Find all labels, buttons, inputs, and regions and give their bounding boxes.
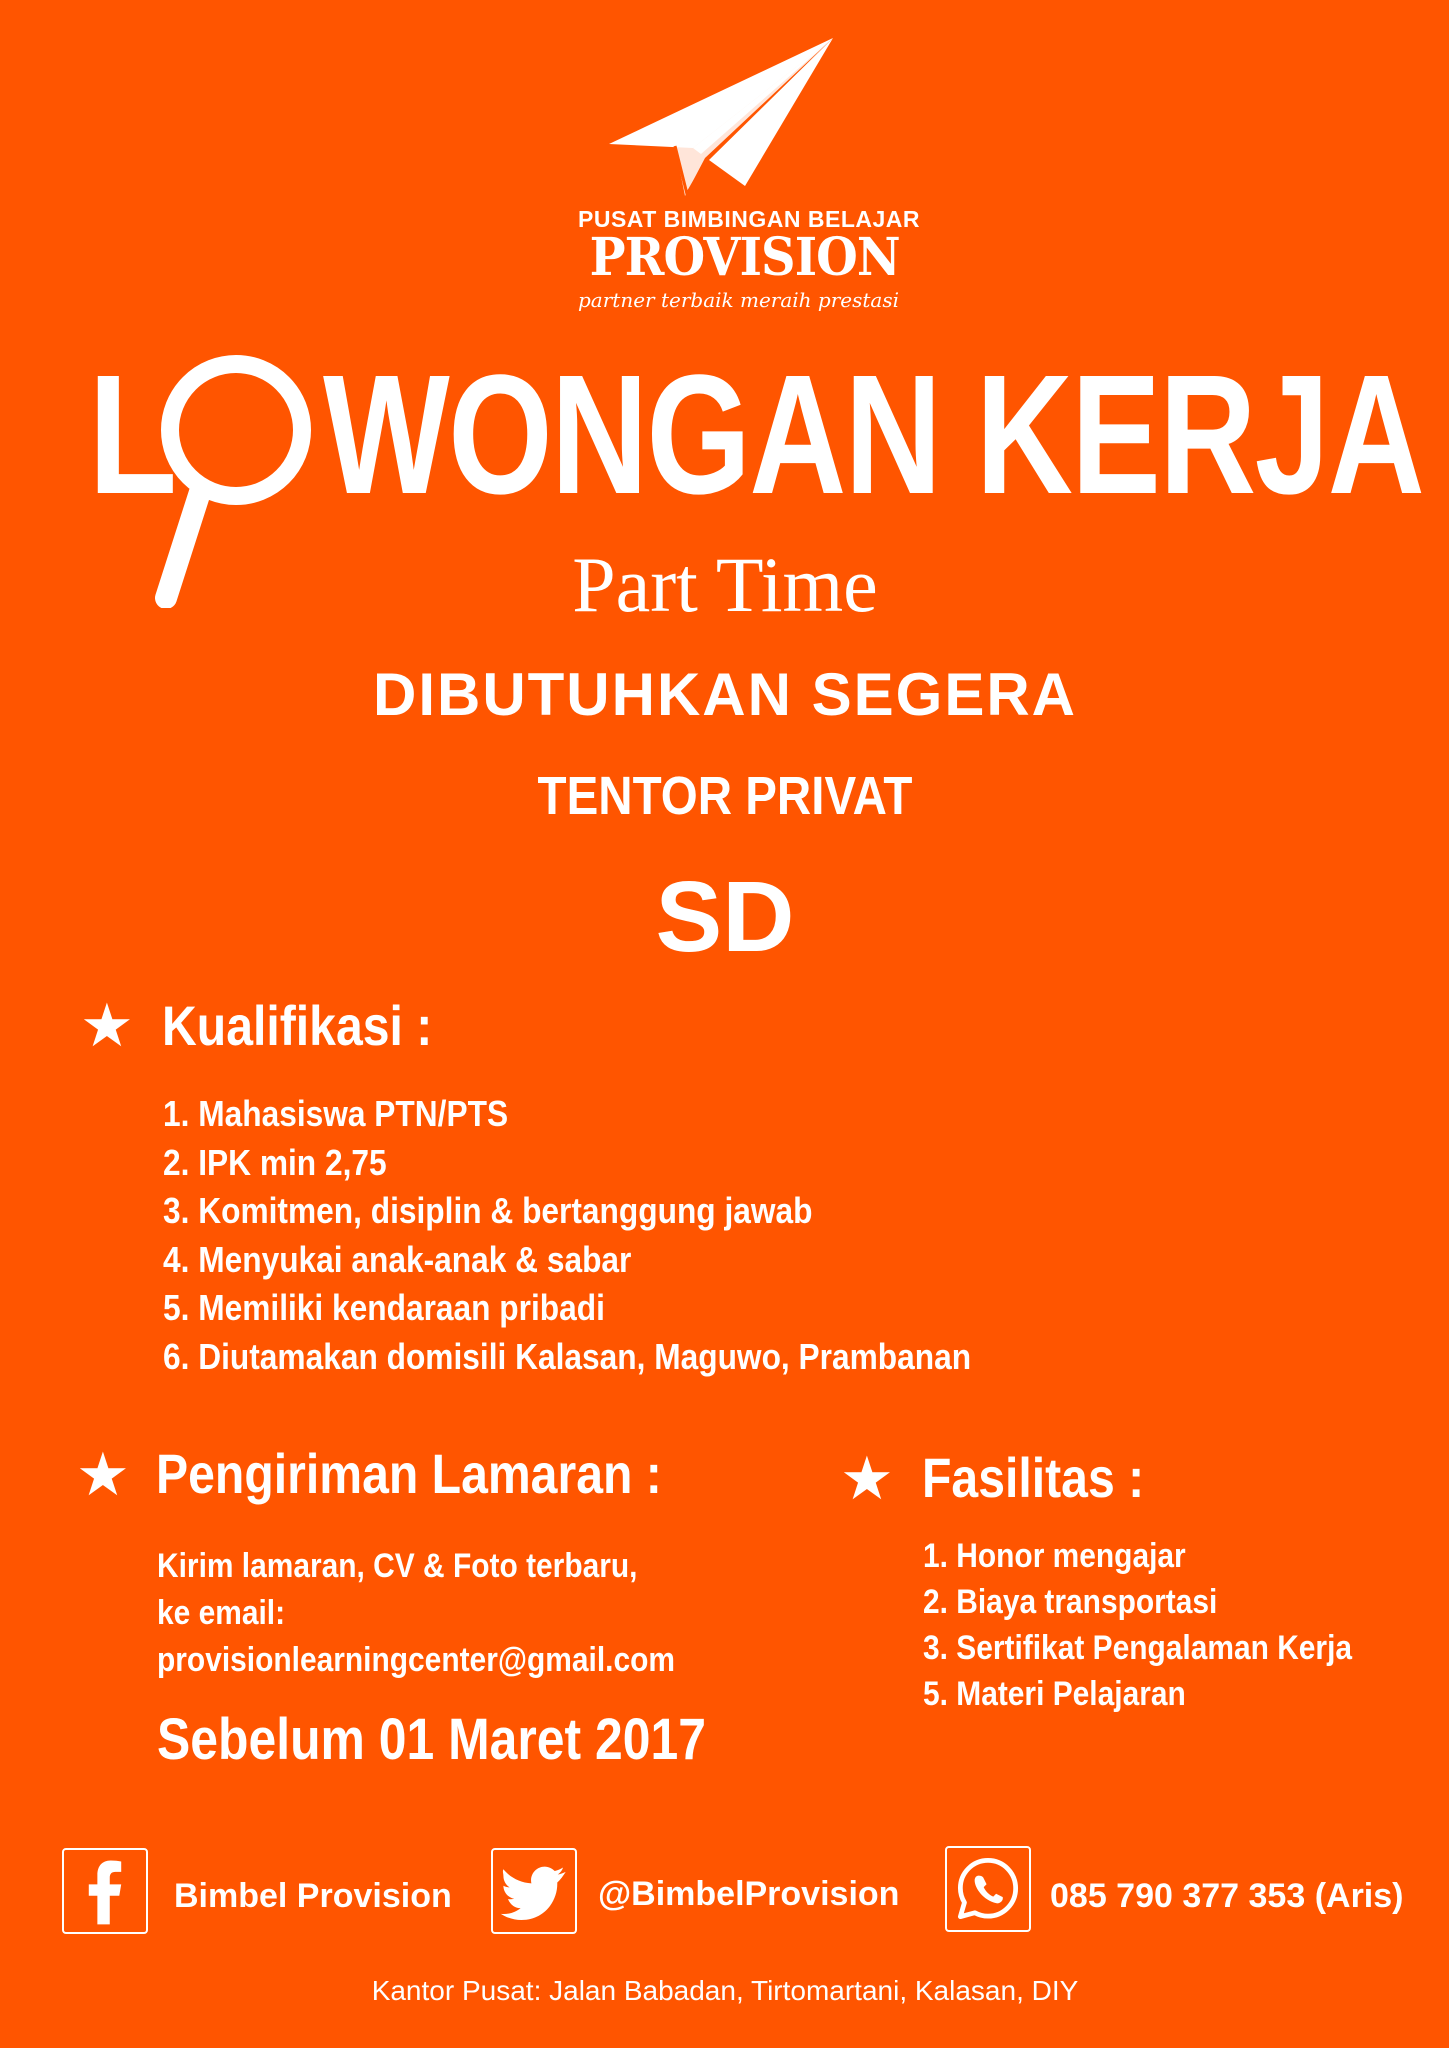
list-item: 4. Menyukai anak-anak & sabar: [163, 1238, 632, 1280]
list-item: 3. Komitmen, disiplin & bertanggung jawab: [163, 1190, 813, 1231]
pengiriman-text: [157, 1543, 746, 1684]
star-icon: ★: [840, 1445, 894, 1512]
list-item: 3. Sertifikat Pengalaman Kerja: [923, 1629, 1353, 1667]
fasilitas-title: Fasilitas :: [922, 1446, 1145, 1509]
email-address[interactable]: provisionlearningcenter@gmail.com: [157, 1641, 675, 1679]
subtitle-urgent: DIBUTUHKAN SEGERA: [372, 661, 1078, 728]
pengiriman-title: Pengiriman Lamaran :: [156, 1442, 662, 1505]
list-item: 2. IPK min 2,75: [163, 1141, 387, 1183]
whatsapp-label[interactable]: 085 790 377 353 (Aris): [1050, 1877, 1404, 1915]
logo-slogan: partner terbaik meraih prestasi: [578, 288, 899, 312]
deadline: Sebelum 01 Maret 2017: [157, 1707, 706, 1772]
list-item: 1. Honor mengajar: [923, 1537, 1186, 1575]
star-icon: ★: [76, 1441, 130, 1508]
subtitle-position: TENTOR PRIVAT: [537, 766, 913, 826]
paper-plane-icon: [605, 36, 835, 201]
logo-tagline: PUSAT BIMBINGAN BELAJAR: [578, 206, 921, 232]
whatsapp-icon[interactable]: [945, 1846, 1031, 1932]
list-item: 5. Materi Pelajaran: [923, 1675, 1186, 1713]
subtitle-level: SD: [655, 861, 795, 973]
magnifying-glass-icon: [148, 352, 318, 608]
headline-first-letter: L: [88, 340, 176, 530]
facebook-label[interactable]: Bimbel Provision: [174, 1877, 452, 1915]
subtitle-part-time: Part Time: [572, 541, 878, 628]
office-address: Kantor Pusat: Jalan Babadan, Tirtomartani, Kalasan, DIY: [371, 1975, 1079, 2006]
logo-brand: PROVISION: [589, 227, 900, 288]
fasilitas-list: [923, 1533, 1411, 1717]
facebook-icon[interactable]: [62, 1848, 148, 1934]
kualifikasi-list: [163, 1090, 1081, 1381]
star-icon: ★: [80, 992, 134, 1059]
pengiriman-line: Kirim lamaran, CV & Foto terbaru,: [157, 1547, 638, 1585]
list-item: 2. Biaya transportasi: [923, 1583, 1218, 1621]
list-item: 6. Diutamakan domisili Kalasan, Maguwo, Prambanan: [163, 1335, 972, 1377]
pengiriman-line: ke email:: [157, 1594, 286, 1632]
twitter-label[interactable]: @BimbelProvision: [598, 1875, 900, 1913]
twitter-icon[interactable]: [491, 1848, 577, 1934]
list-item: 1. Mahasiswa PTN/PTS: [163, 1093, 509, 1134]
headline-rest: WONGAN KERJA: [323, 340, 1424, 530]
list-item: 5. Memiliki kendaraan pribadi: [163, 1287, 605, 1328]
kualifikasi-title: Kualifikasi :: [162, 994, 433, 1057]
